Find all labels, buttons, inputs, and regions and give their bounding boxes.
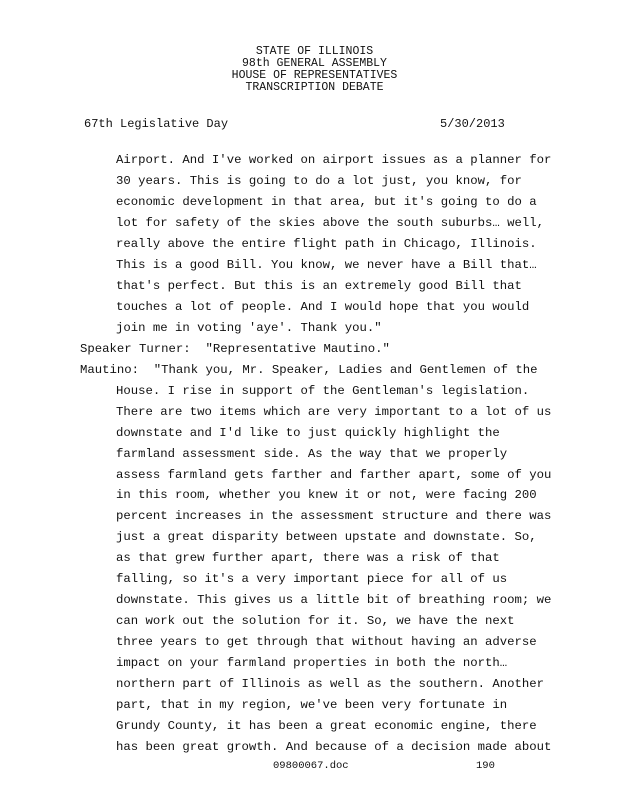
session-date: 5/30/2013 xyxy=(440,117,505,131)
transcript-line: in this room, whether you knew it or not, were facing 200 xyxy=(116,488,537,503)
legislative-day: 67th Legislative Day xyxy=(84,117,229,131)
transcript-line: assess farmland gets farther and farther apart, some of you xyxy=(116,467,552,482)
transcript-line: Airport. And I've worked on airport issues as a planner for xyxy=(116,153,552,167)
transcript-line: really above the entire flight path in Chicago, Illinois. xyxy=(116,236,537,251)
transcript-line: that's perfect. But this is an extremely good Bill that xyxy=(116,278,522,293)
transcript-line: falling, so it's a very important piece for all of us xyxy=(116,572,508,587)
transcript-line: impact on your farmland properties in both the north… xyxy=(116,656,508,671)
transcript-line: three years to get through that without having an adverse xyxy=(116,635,537,650)
header-assembly: 98th GENERAL ASSEMBLY xyxy=(242,57,387,70)
transcript-line: northern part of Illinois as well as the southern. Another xyxy=(116,677,545,692)
speaker-line: Mautino: "Thank you, Mr. Speaker, Ladies and Gentlemen of the xyxy=(80,362,538,377)
transcript-line: economic development in that area, but it's going to do a xyxy=(116,194,537,209)
transcript-line: House. I rise in support of the Gentleman's legislation. xyxy=(116,383,530,398)
speaker-line: Speaker Turner: "Representative Mautino." xyxy=(80,341,390,356)
transcript-line: as that grew further apart, there was a risk of that xyxy=(116,551,500,566)
transcript-line: join me in voting 'aye'. Thank you." xyxy=(116,320,382,335)
transcript-line: part, that in my region, we've been very fortunate in xyxy=(116,698,508,713)
transcript-line: has been great growth. And because of a decision made about xyxy=(116,740,552,754)
header-house: HOUSE OF REPRESENTATIVES xyxy=(231,69,398,82)
header-state: STATE OF ILLINOIS xyxy=(255,45,374,58)
header-transcription: TRANSCRIPTION DEBATE xyxy=(245,81,384,94)
transcript-line: Grundy County, it has been a great economic engine, there xyxy=(116,719,537,733)
transcript-line: touches a lot of people. And I would hope that you would xyxy=(116,299,530,314)
transcript-line: just a great disparity between upstate and downstate. So, xyxy=(116,530,537,545)
transcript-line: percent increases in the assessment structure and there was xyxy=(116,509,552,524)
transcript-line: can work out the solution for it. So, we have the next xyxy=(116,614,515,629)
transcript-line: 30 years. This is going to do a lot just, you know, for xyxy=(116,174,522,188)
footer-page-number: 190 xyxy=(476,760,495,772)
transcript-line: lot for safety of the skies above the south suburbs… well, xyxy=(116,215,545,230)
transcript-line: downstate and I'd like to just quickly highlight the xyxy=(116,425,500,440)
transcript-line: This is a good Bill. You know, we never have a Bill that… xyxy=(116,257,537,272)
transcript-line: farmland assessment side. As the way that we properly xyxy=(116,446,508,461)
transcript-line: There are two items which are very important to a lot of us xyxy=(116,404,552,419)
transcript-line: downstate. This gives us a little bit of breathing room; we xyxy=(116,593,552,608)
footer-doc-id: 09800067.doc xyxy=(273,760,349,772)
